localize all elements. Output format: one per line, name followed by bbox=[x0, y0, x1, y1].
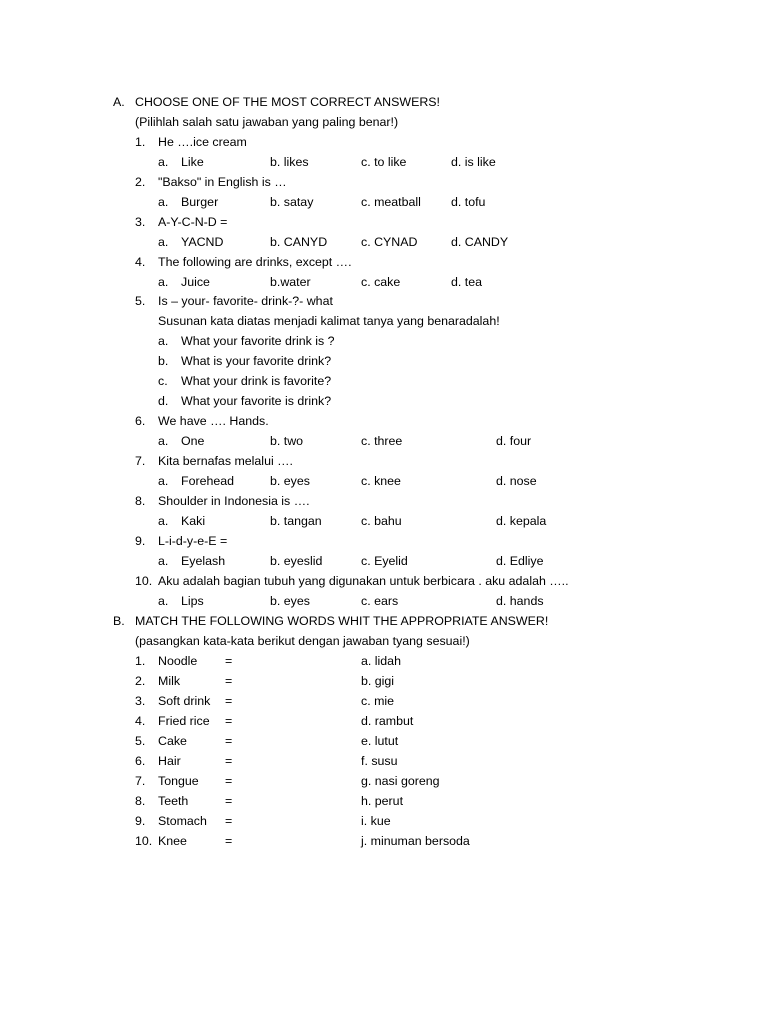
match-number: 7. bbox=[135, 774, 146, 788]
match-number: 10. bbox=[135, 834, 153, 848]
option-b: What is your favorite drink? bbox=[181, 354, 332, 368]
option-d: d. four bbox=[496, 434, 532, 448]
option-c: c. knee bbox=[361, 474, 401, 488]
option-letter: a. bbox=[158, 155, 169, 169]
option-a: Eyelash bbox=[181, 554, 226, 568]
option-b: b. two bbox=[270, 434, 304, 448]
option-b: b. likes bbox=[270, 155, 309, 169]
option-letter: a. bbox=[158, 514, 169, 528]
match-number: 2. bbox=[135, 674, 146, 688]
option-d: d. CANDY bbox=[451, 235, 509, 249]
match-word: Teeth bbox=[158, 794, 189, 808]
match-equals: = bbox=[225, 734, 233, 748]
option-a: Kaki bbox=[181, 514, 206, 528]
option-d: d. is like bbox=[451, 155, 496, 169]
question-text: Kita bernafas melalui …. bbox=[158, 454, 293, 468]
option-d: d. tofu bbox=[451, 195, 486, 209]
question-number: 1. bbox=[135, 135, 146, 149]
match-equals: = bbox=[225, 754, 233, 768]
match-answer: j. minuman bersoda bbox=[361, 834, 470, 848]
question-number: 2. bbox=[135, 175, 146, 189]
option-c: c. bahu bbox=[361, 514, 402, 528]
option-letter: a. bbox=[158, 434, 169, 448]
match-number: 8. bbox=[135, 794, 146, 808]
match-equals: = bbox=[225, 814, 233, 828]
match-answer: a. lidah bbox=[361, 654, 401, 668]
match-word: Milk bbox=[158, 674, 181, 688]
question-text: Aku adalah bagian tubuh yang digunakan untuk berbicara . aku adalah ….. bbox=[158, 574, 569, 588]
match-answer: b. gigi bbox=[361, 674, 395, 688]
match-word: Soft drink bbox=[158, 694, 211, 708]
question-note: Susunan kata diatas menjadi kalimat tanya yang benaradalah! bbox=[158, 314, 500, 328]
option-b: b. tangan bbox=[270, 514, 322, 528]
match-answer: g. nasi goreng bbox=[361, 774, 440, 788]
option-d: d. tea bbox=[451, 275, 483, 289]
match-word: Stomach bbox=[158, 814, 207, 828]
option-a: Like bbox=[181, 155, 204, 169]
match-number: 3. bbox=[135, 694, 146, 708]
option-b: b. CANYD bbox=[270, 235, 328, 249]
question-number: 5. bbox=[135, 294, 146, 308]
option-c: c. CYNAD bbox=[361, 235, 418, 249]
question-text: The following are drinks, except …. bbox=[158, 255, 352, 269]
question-number: 6. bbox=[135, 414, 146, 428]
option-letter: a. bbox=[158, 474, 169, 488]
option-a: Burger bbox=[181, 195, 219, 209]
option-a: Lips bbox=[181, 594, 204, 608]
option-d: d. Edliye bbox=[496, 554, 544, 568]
match-equals: = bbox=[225, 694, 233, 708]
match-word: Fried rice bbox=[158, 714, 210, 728]
option-d: d. nose bbox=[496, 474, 537, 488]
option-d: What your favorite is drink? bbox=[181, 394, 332, 408]
section-b-subtitle: (pasangkan kata-kata berikut dengan jawaban tyang sesuai!) bbox=[135, 634, 470, 648]
question-number: 9. bbox=[135, 534, 146, 548]
option-a: YACND bbox=[181, 235, 224, 249]
match-answer: e. lutut bbox=[361, 734, 399, 748]
match-equals: = bbox=[225, 774, 233, 788]
match-word: Hair bbox=[158, 754, 181, 768]
match-word: Knee bbox=[158, 834, 187, 848]
option-c: What your drink is favorite? bbox=[181, 374, 332, 388]
match-equals: = bbox=[225, 654, 233, 668]
question-number: 4. bbox=[135, 255, 146, 269]
match-number: 5. bbox=[135, 734, 146, 748]
option-b: b. eyes bbox=[270, 594, 310, 608]
question-number: 8. bbox=[135, 494, 146, 508]
match-equals: = bbox=[225, 674, 233, 688]
question-number: 10. bbox=[135, 574, 153, 588]
option-c: c. to like bbox=[361, 155, 407, 169]
section-b-title: MATCH THE FOLLOWING WORDS WHIT THE APPROPRIATE ANSWER! bbox=[135, 614, 549, 628]
option-c: c. three bbox=[361, 434, 403, 448]
question-text: L-i-d-y-e-E = bbox=[158, 534, 228, 548]
option-a: Forehead bbox=[181, 474, 235, 488]
question-text: A-Y-C-N-D = bbox=[158, 215, 228, 229]
question-text: "Bakso" in English is … bbox=[158, 175, 287, 189]
option-letter: a. bbox=[158, 195, 169, 209]
match-answer: f. susu bbox=[361, 754, 398, 768]
question-text: He ….ice cream bbox=[158, 135, 247, 149]
option-letter: b. bbox=[158, 354, 169, 368]
match-answer: c. mie bbox=[361, 694, 395, 708]
match-equals: = bbox=[225, 834, 233, 848]
option-a: One bbox=[181, 434, 205, 448]
question-text: Is – your- favorite- drink-?- what bbox=[158, 294, 333, 308]
match-number: 1. bbox=[135, 654, 146, 668]
match-number: 9. bbox=[135, 814, 146, 828]
match-number: 4. bbox=[135, 714, 146, 728]
match-word: Noodle bbox=[158, 654, 198, 668]
option-letter: a. bbox=[158, 275, 169, 289]
option-letter: a. bbox=[158, 554, 169, 568]
section-a-marker: A. bbox=[113, 95, 125, 109]
option-d: d. hands bbox=[496, 594, 544, 608]
option-c: c. meatball bbox=[361, 195, 421, 209]
question-number: 3. bbox=[135, 215, 146, 229]
question-text: Shoulder in Indonesia is …. bbox=[158, 494, 310, 508]
match-word: Cake bbox=[158, 734, 187, 748]
match-word: Tongue bbox=[158, 774, 199, 788]
option-a: What your favorite drink is ? bbox=[181, 334, 335, 348]
section-a-title: CHOOSE ONE OF THE MOST CORRECT ANSWERS! bbox=[135, 95, 440, 109]
question-number: 7. bbox=[135, 454, 146, 468]
match-number: 6. bbox=[135, 754, 146, 768]
question-text: We have …. Hands. bbox=[158, 414, 269, 428]
option-letter: a. bbox=[158, 235, 169, 249]
option-c: c. cake bbox=[361, 275, 401, 289]
section-a-subtitle: (Pilihlah salah satu jawaban yang paling benar!) bbox=[135, 115, 399, 129]
option-b: b. satay bbox=[270, 195, 314, 209]
option-letter: a. bbox=[158, 594, 169, 608]
match-answer: i. kue bbox=[361, 814, 391, 828]
match-answer: d. rambut bbox=[361, 714, 414, 728]
option-letter: a. bbox=[158, 334, 169, 348]
section-b-marker: B. bbox=[113, 614, 125, 628]
option-c: c. ears bbox=[361, 594, 399, 608]
option-letter: d. bbox=[158, 394, 169, 408]
option-b: b. eyes bbox=[270, 474, 310, 488]
option-c: c. Eyelid bbox=[361, 554, 408, 568]
option-b: b.water bbox=[270, 275, 311, 289]
option-b: b. eyeslid bbox=[270, 554, 323, 568]
match-answer: h. perut bbox=[361, 794, 404, 808]
option-d: d. kepala bbox=[496, 514, 547, 528]
match-equals: = bbox=[225, 714, 233, 728]
option-letter: c. bbox=[158, 374, 168, 388]
match-equals: = bbox=[225, 794, 233, 808]
option-a: Juice bbox=[181, 275, 210, 289]
